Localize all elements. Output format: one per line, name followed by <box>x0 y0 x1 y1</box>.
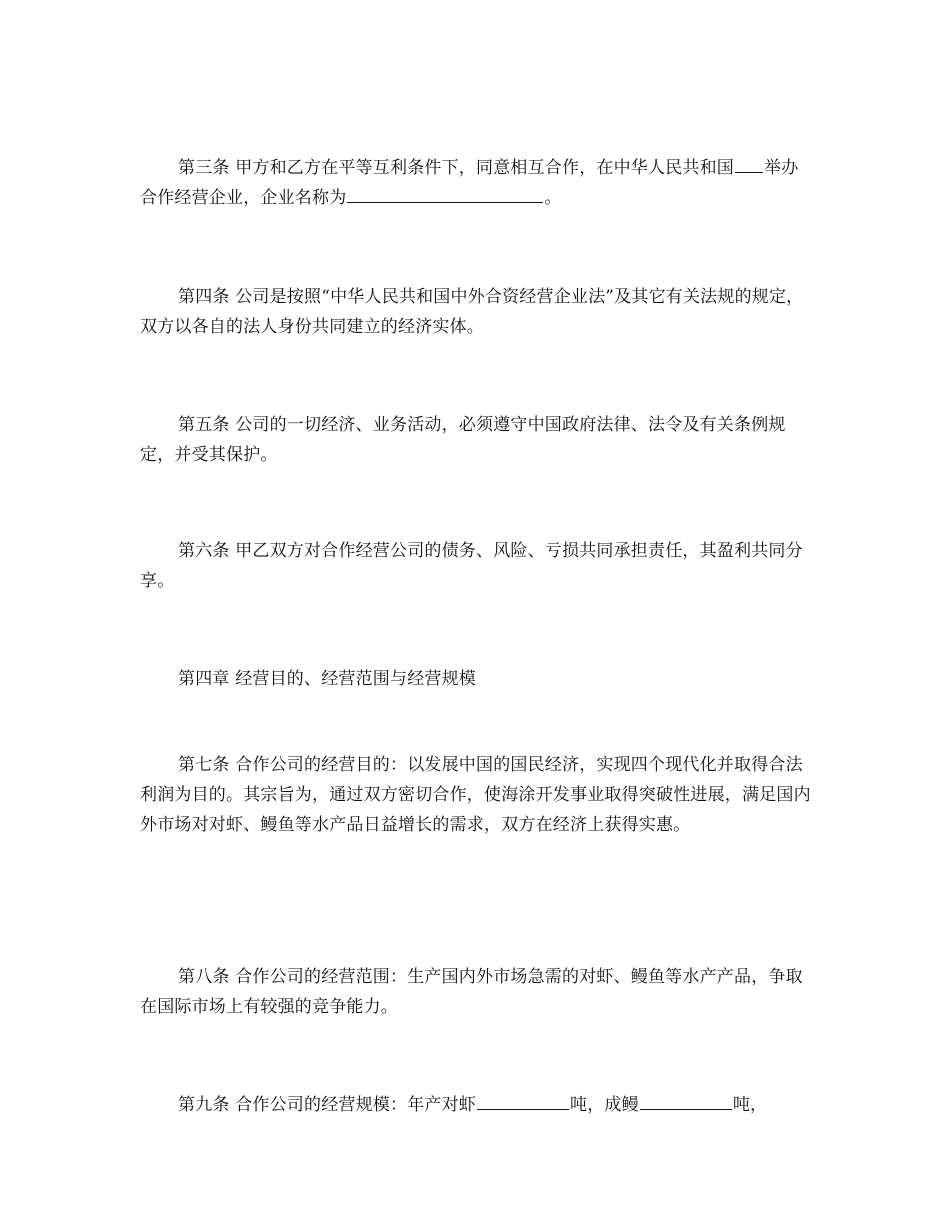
article-5: 第五条 公司的一切经济、业务活动，必须遵守中国政府法律、法令及有关条例规定，并受其保护。 <box>140 415 786 465</box>
article-6: 第六条 甲乙双方对合作经营公司的债务、风险、亏损共同承担责任，其盈利共同分享。 <box>140 541 803 591</box>
article-3-text-3: 。 <box>544 188 562 208</box>
article-3 <box>140 153 812 213</box>
blank-eel-tonnage <box>640 1091 732 1110</box>
article-9-text-3: 吨， <box>732 1095 768 1115</box>
article-9 <box>140 1090 812 1120</box>
article-9-text-1: 第九条 合作公司的经营规模：年产对虾 <box>178 1095 477 1115</box>
chapter-4-heading: 第四章 经营目的、经营范围与经营规模 <box>178 669 477 689</box>
blank-shrimp-tonnage <box>477 1091 569 1110</box>
article-3-text-2: 举办合作经营企业，企业名称为 <box>140 158 799 208</box>
blank-country-location <box>735 154 763 173</box>
blank-enterprise-name <box>347 184 543 203</box>
article-7: 第七条 合作公司的经营目的：以发展中国的国民经济，实现四个现代化并取得合法利润为目的。其宗旨为，通过双方密切合作，使海涂开发事业取得突破性进展，满足国内外市场对对虾、鳗鱼等水产品日益增长的需求，双方在经济上获得实惠。 <box>140 755 811 835</box>
article-9-text-2: 吨，成鳗 <box>570 1095 639 1115</box>
article-3-text-1: 第三条 甲方和乙方在平等互利条件下，同意相互合作，在中华人民共和国 <box>178 158 735 178</box>
article-8: 第八条 合作公司的经营范围：生产国内外市场急需的对虾、鳗鱼等水产产品，争取在国际市场上有较强的竞争能力。 <box>140 967 803 1017</box>
article-4: 第四条 公司是按照“中华人民共和国中外合资经营企业法”及其它有关法规的规定，双方以各自的法人身份共同建立的经济实体。 <box>140 287 804 337</box>
